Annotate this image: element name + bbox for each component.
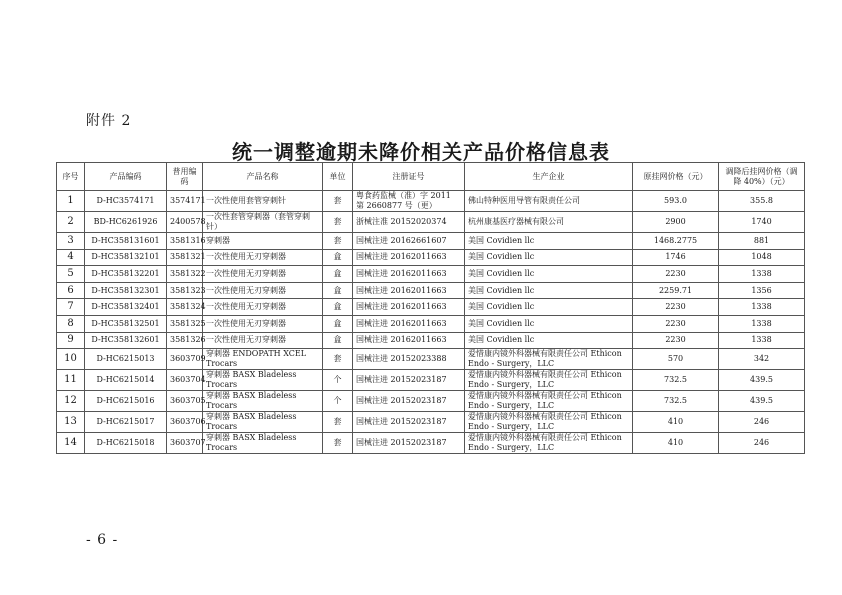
table-row xyxy=(57,249,805,266)
row-product-code: D-HC358132201 xyxy=(85,266,167,283)
row-manufacturer: 爱惜康内镜外科器械有限责任公司 Ethicon Endo - Surgery，LLC xyxy=(465,370,633,391)
row-index: 8 xyxy=(57,315,85,332)
col-original-price-header: 原挂网价格（元） xyxy=(633,163,719,191)
table-row xyxy=(57,233,805,250)
row-original-price: 2230 xyxy=(633,315,719,332)
row-unit: 盒 xyxy=(323,299,353,316)
row-original-price: 593.0 xyxy=(633,191,719,212)
row-product-code: D-HC358132501 xyxy=(85,315,167,332)
row-manufacturer: 杭州康基医疗器械有限公司 xyxy=(465,212,633,233)
row-adjusted-price: 1740 xyxy=(719,212,805,233)
row-product-code: D-HC358132401 xyxy=(85,299,167,316)
row-product-code: D-HC358132301 xyxy=(85,282,167,299)
row-common-code: 3581316 xyxy=(167,233,203,250)
row-index: 14 xyxy=(57,433,85,454)
row-original-price: 410 xyxy=(633,433,719,454)
col-unit-header: 单位 xyxy=(323,163,353,191)
row-common-code: 3581322 xyxy=(167,266,203,283)
row-manufacturer: 爱惜康内镜外科器械有限责任公司 Ethicon Endo - Surgery，LLC xyxy=(465,433,633,454)
row-manufacturer: 美国 Covidien llc xyxy=(465,332,633,349)
row-unit: 盒 xyxy=(323,266,353,283)
row-unit: 盒 xyxy=(323,249,353,266)
row-registration: 国械注进 20162011663 xyxy=(353,299,465,316)
row-common-code: 3603705 xyxy=(167,391,203,412)
row-registration: 浙械注准 20152020374 xyxy=(353,212,465,233)
row-adjusted-price: 355.8 xyxy=(719,191,805,212)
row-manufacturer: 美国 Covidien llc xyxy=(465,315,633,332)
row-adjusted-price: 1338 xyxy=(719,266,805,283)
row-index: 3 xyxy=(57,233,85,250)
row-common-code: 3603709 xyxy=(167,349,203,370)
row-manufacturer: 美国 Covidien llc xyxy=(465,233,633,250)
row-manufacturer: 美国 Covidien llc xyxy=(465,266,633,283)
row-product-code: D-HC6215014 xyxy=(85,370,167,391)
row-index: 6 xyxy=(57,282,85,299)
table-row xyxy=(57,191,805,212)
table-row xyxy=(57,349,805,370)
row-product-code: D-HC6215016 xyxy=(85,391,167,412)
col-index-header: 序号 xyxy=(57,163,85,191)
row-product-name: 穿刺器 ENDOPATH XCEL Trocars xyxy=(203,349,323,370)
row-original-price: 570 xyxy=(633,349,719,370)
row-original-price: 410 xyxy=(633,412,719,433)
row-common-code: 3581321 xyxy=(167,249,203,266)
row-unit: 套 xyxy=(323,212,353,233)
row-index: 10 xyxy=(57,349,85,370)
row-common-code: 3581323 xyxy=(167,282,203,299)
table-row xyxy=(57,212,805,233)
row-adjusted-price: 1338 xyxy=(719,299,805,316)
row-manufacturer: 爱惜康内镜外科器械有限责任公司 Ethicon Endo - Surgery，LLC xyxy=(465,391,633,412)
row-index: 2 xyxy=(57,212,85,233)
row-product-name: 穿刺器 BASX Bladeless Trocars xyxy=(203,433,323,454)
page-number: - 6 - xyxy=(86,532,119,548)
row-common-code: 3574171 xyxy=(167,191,203,212)
row-unit: 套 xyxy=(323,191,353,212)
row-product-name: 穿刺器 BASX Bladeless Trocars xyxy=(203,370,323,391)
row-unit: 套 xyxy=(323,433,353,454)
row-product-name: 一次性使用套管穿刺针 xyxy=(203,191,323,212)
row-product-code: D-HC358132101 xyxy=(85,249,167,266)
row-original-price: 1468.2775 xyxy=(633,233,719,250)
row-original-price: 2900 xyxy=(633,212,719,233)
row-index: 1 xyxy=(57,191,85,212)
attachment-label: 附件 2 xyxy=(86,113,132,129)
row-index: 7 xyxy=(57,299,85,316)
row-unit: 套 xyxy=(323,233,353,250)
row-adjusted-price: 342 xyxy=(719,349,805,370)
row-product-code: D-HC3574171 xyxy=(85,191,167,212)
row-original-price: 2259.71 xyxy=(633,282,719,299)
document-title: 统一调整逾期未降价相关产品价格信息表 xyxy=(232,140,610,164)
row-product-code: D-HC358131601 xyxy=(85,233,167,250)
table-row xyxy=(57,282,805,299)
row-manufacturer: 爱惜康内镜外科器械有限责任公司 Ethicon Endo - Surgery，LLC xyxy=(465,349,633,370)
row-adjusted-price: 881 xyxy=(719,233,805,250)
row-registration: 国械注进 20152023187 xyxy=(353,433,465,454)
row-index: 13 xyxy=(57,412,85,433)
row-registration: 国械注进 20162011663 xyxy=(353,266,465,283)
col-product-code-header: 产品编码 xyxy=(85,163,167,191)
row-registration: 国械注进 20162661607 xyxy=(353,233,465,250)
table-row xyxy=(57,391,805,412)
row-registration: 国械注进 20162011663 xyxy=(353,332,465,349)
row-manufacturer: 佛山特种医用导管有限责任公司 xyxy=(465,191,633,212)
row-adjusted-price: 246 xyxy=(719,412,805,433)
row-common-code: 3603704 xyxy=(167,370,203,391)
row-original-price: 1746 xyxy=(633,249,719,266)
row-product-code: BD-HC6261926 xyxy=(85,212,167,233)
row-registration: 国械注进 20152023388 xyxy=(353,349,465,370)
row-product-name: 一次性使用无刃穿刺器 xyxy=(203,266,323,283)
row-common-code: 2400578 xyxy=(167,212,203,233)
row-original-price: 2230 xyxy=(633,332,719,349)
table-row xyxy=(57,332,805,349)
price-table xyxy=(56,162,805,454)
row-common-code: 3581326 xyxy=(167,332,203,349)
row-unit: 个 xyxy=(323,391,353,412)
row-registration: 粤食药监械（准）字 2011 第 2660877 号（更） xyxy=(353,191,465,212)
row-common-code: 3581324 xyxy=(167,299,203,316)
row-original-price: 2230 xyxy=(633,266,719,283)
row-registration: 国械注进 20152023187 xyxy=(353,412,465,433)
row-unit: 个 xyxy=(323,370,353,391)
row-common-code: 3581325 xyxy=(167,315,203,332)
row-adjusted-price: 1048 xyxy=(719,249,805,266)
row-manufacturer: 美国 Covidien llc xyxy=(465,249,633,266)
table-row xyxy=(57,299,805,316)
row-common-code: 3603707 xyxy=(167,433,203,454)
row-product-code: D-HC6215018 xyxy=(85,433,167,454)
row-product-name: 一次性套管穿刺器（套管穿刺针） xyxy=(203,212,323,233)
row-original-price: 732.5 xyxy=(633,370,719,391)
row-adjusted-price: 1338 xyxy=(719,332,805,349)
row-registration: 国械注进 20162011663 xyxy=(353,249,465,266)
row-adjusted-price: 246 xyxy=(719,433,805,454)
table-row xyxy=(57,412,805,433)
row-unit: 盒 xyxy=(323,315,353,332)
row-product-name: 穿刺器 xyxy=(203,233,323,250)
table-row xyxy=(57,315,805,332)
row-manufacturer: 爱惜康内镜外科器械有限责任公司 Ethicon Endo - Surgery，LLC xyxy=(465,412,633,433)
row-manufacturer: 美国 Covidien llc xyxy=(465,282,633,299)
row-index: 9 xyxy=(57,332,85,349)
row-index: 4 xyxy=(57,249,85,266)
row-registration: 国械注进 20152023187 xyxy=(353,391,465,412)
row-index: 12 xyxy=(57,391,85,412)
row-product-name: 一次性使用无刃穿刺器 xyxy=(203,249,323,266)
row-adjusted-price: 439.5 xyxy=(719,391,805,412)
row-registration: 国械注进 20162011663 xyxy=(353,282,465,299)
row-original-price: 2230 xyxy=(633,299,719,316)
row-registration: 国械注进 20152023187 xyxy=(353,370,465,391)
row-product-name: 一次性使用无刃穿刺器 xyxy=(203,282,323,299)
row-manufacturer: 美国 Covidien llc xyxy=(465,299,633,316)
col-manufacturer-header: 生产企业 xyxy=(465,163,633,191)
row-product-name: 一次性使用无刃穿刺器 xyxy=(203,332,323,349)
row-product-code: D-HC6215017 xyxy=(85,412,167,433)
table-row xyxy=(57,370,805,391)
col-registration-header: 注册证号 xyxy=(353,163,465,191)
col-product-name-header: 产品名称 xyxy=(203,163,323,191)
col-adjusted-price-header: 调降后挂网价格（调降 40%）（元） xyxy=(719,163,805,191)
table-row xyxy=(57,266,805,283)
row-product-name: 一次性使用无刃穿刺器 xyxy=(203,315,323,332)
row-unit: 套 xyxy=(323,349,353,370)
row-unit: 盒 xyxy=(323,282,353,299)
row-product-name: 一次性使用无刃穿刺器 xyxy=(203,299,323,316)
row-product-code: D-HC358132601 xyxy=(85,332,167,349)
col-common-code-header: 普用编码 xyxy=(167,163,203,191)
row-unit: 盒 xyxy=(323,332,353,349)
row-product-name: 穿刺器 BASX Bladeless Trocars xyxy=(203,391,323,412)
row-common-code: 3603706 xyxy=(167,412,203,433)
row-adjusted-price: 439.5 xyxy=(719,370,805,391)
row-index: 11 xyxy=(57,370,85,391)
row-unit: 套 xyxy=(323,412,353,433)
row-product-code: D-HC6215013 xyxy=(85,349,167,370)
row-index: 5 xyxy=(57,266,85,283)
row-original-price: 732.5 xyxy=(633,391,719,412)
row-product-name: 穿刺器 BASX Bladeless Trocars xyxy=(203,412,323,433)
table-row xyxy=(57,433,805,454)
row-adjusted-price: 1356 xyxy=(719,282,805,299)
row-registration: 国械注进 20162011663 xyxy=(353,315,465,332)
row-adjusted-price: 1338 xyxy=(719,315,805,332)
table-header-row xyxy=(57,163,805,191)
